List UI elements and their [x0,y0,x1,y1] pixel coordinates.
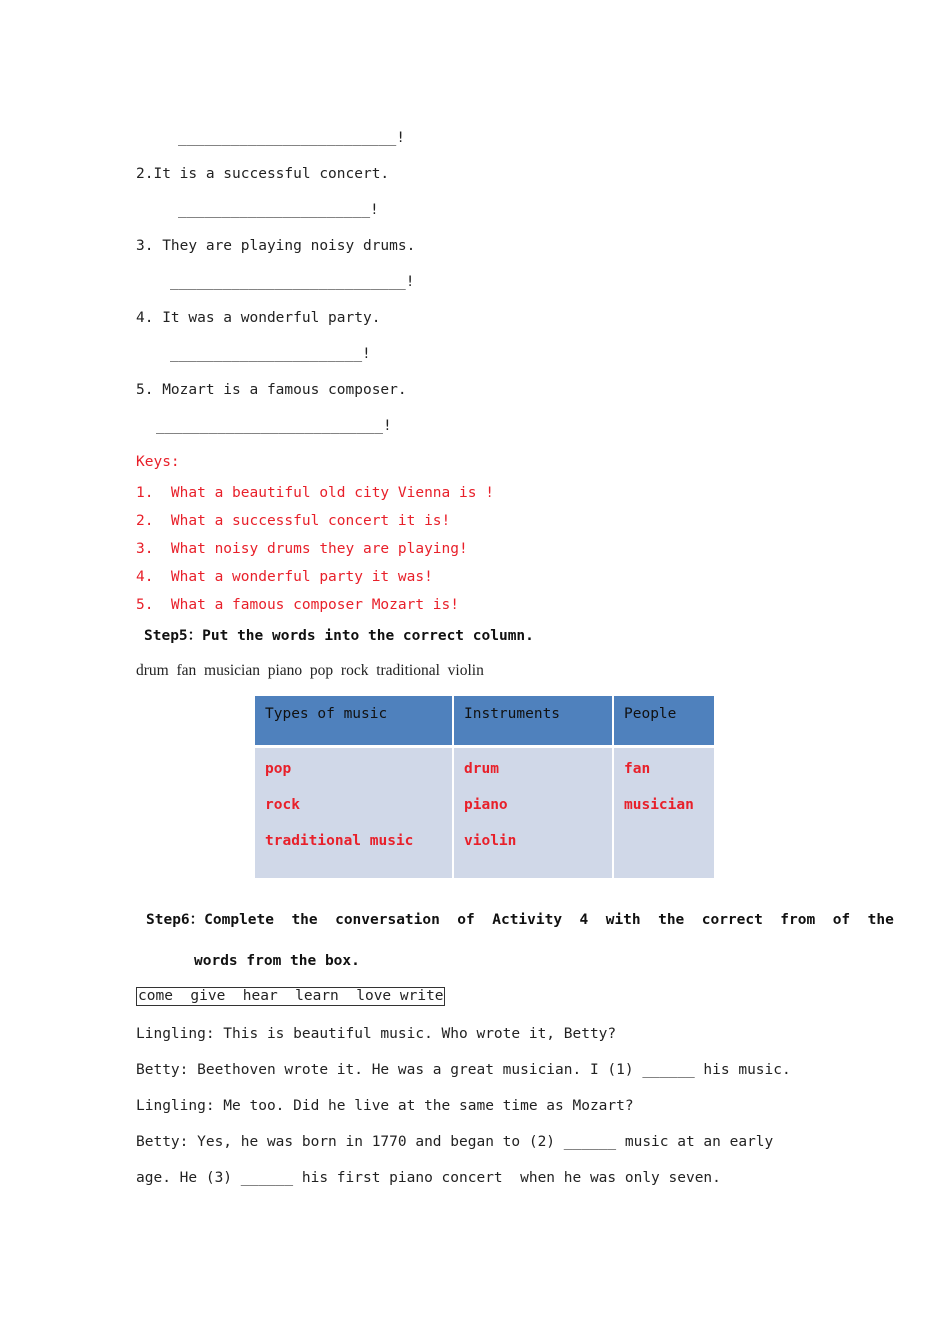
word-list: drum fan musician piano pop rock traditional violin [136,662,484,679]
cell-instruments [453,747,613,879]
question-5: 5. Mozart is a famous composer. [136,382,407,398]
answer-blank-4: ______________________! [170,346,371,362]
key-item-5: 5. What a famous composer Mozart is! [136,597,460,613]
cell-item: violin [464,833,517,849]
dialogue-line-5: age. He (3) ______ his first piano concert when he was only seven. [136,1170,721,1186]
cell-item: fan [624,761,651,777]
word-box: come give hear learn love write [138,988,444,1004]
step6-title-line1: Step6：Complete the conversation of Activity 4 with the correct from of the [146,912,894,928]
dialogue-line-2: Betty: Beethoven wrote it. He was a great musician. I (1) ______ his music. [136,1062,791,1078]
key-item-4: 4. What a wonderful party it was! [136,569,433,585]
cell-item: pop [265,761,292,777]
answer-blank-5: __________________________! [156,418,392,434]
header-people: People [613,696,714,747]
table-header-row [255,696,714,747]
key-item-1: 1. What a beautiful old city Vienna is ! [136,485,494,501]
cell-item: rock [265,797,300,813]
cell-people [613,747,714,879]
step6-title-line2: words from the box. [194,953,360,969]
answer-blank-2: ______________________! [178,202,379,218]
question-4: 4. It was a wonderful party. [136,310,381,326]
cell-item: piano [464,797,508,813]
table-row [255,747,714,879]
dialogue-line-4: Betty: Yes, he was born in 1770 and began to (2) ______ music at an early [136,1134,774,1150]
question-3: 3. They are playing noisy drums. [136,238,416,254]
header-instruments: Instruments [453,696,613,747]
step5-title: Step5：Put the words into the correct column. [144,628,534,644]
answer-blank-1: _________________________! [178,130,405,146]
answer-blank-3: ___________________________! [170,274,415,290]
cell-item: musician [624,797,694,813]
key-item-3: 3. What noisy drums they are playing! [136,541,468,557]
dialogue-line-1: Lingling: This is beautiful music. Who wrote it, Betty? [136,1026,617,1042]
cell-item: traditional music [265,833,414,849]
dialogue-line-3: Lingling: Me too. Did he live at the same time as Mozart? [136,1098,634,1114]
cell-types-of-music [255,747,453,879]
key-item-2: 2. What a successful concert it is! [136,513,451,529]
header-types-of-music: Types of music [255,696,453,747]
cell-item: drum [464,761,499,777]
music-table [255,696,714,878]
keys-label: Keys: [136,454,180,470]
question-2: 2.It is a successful concert. [136,166,390,182]
